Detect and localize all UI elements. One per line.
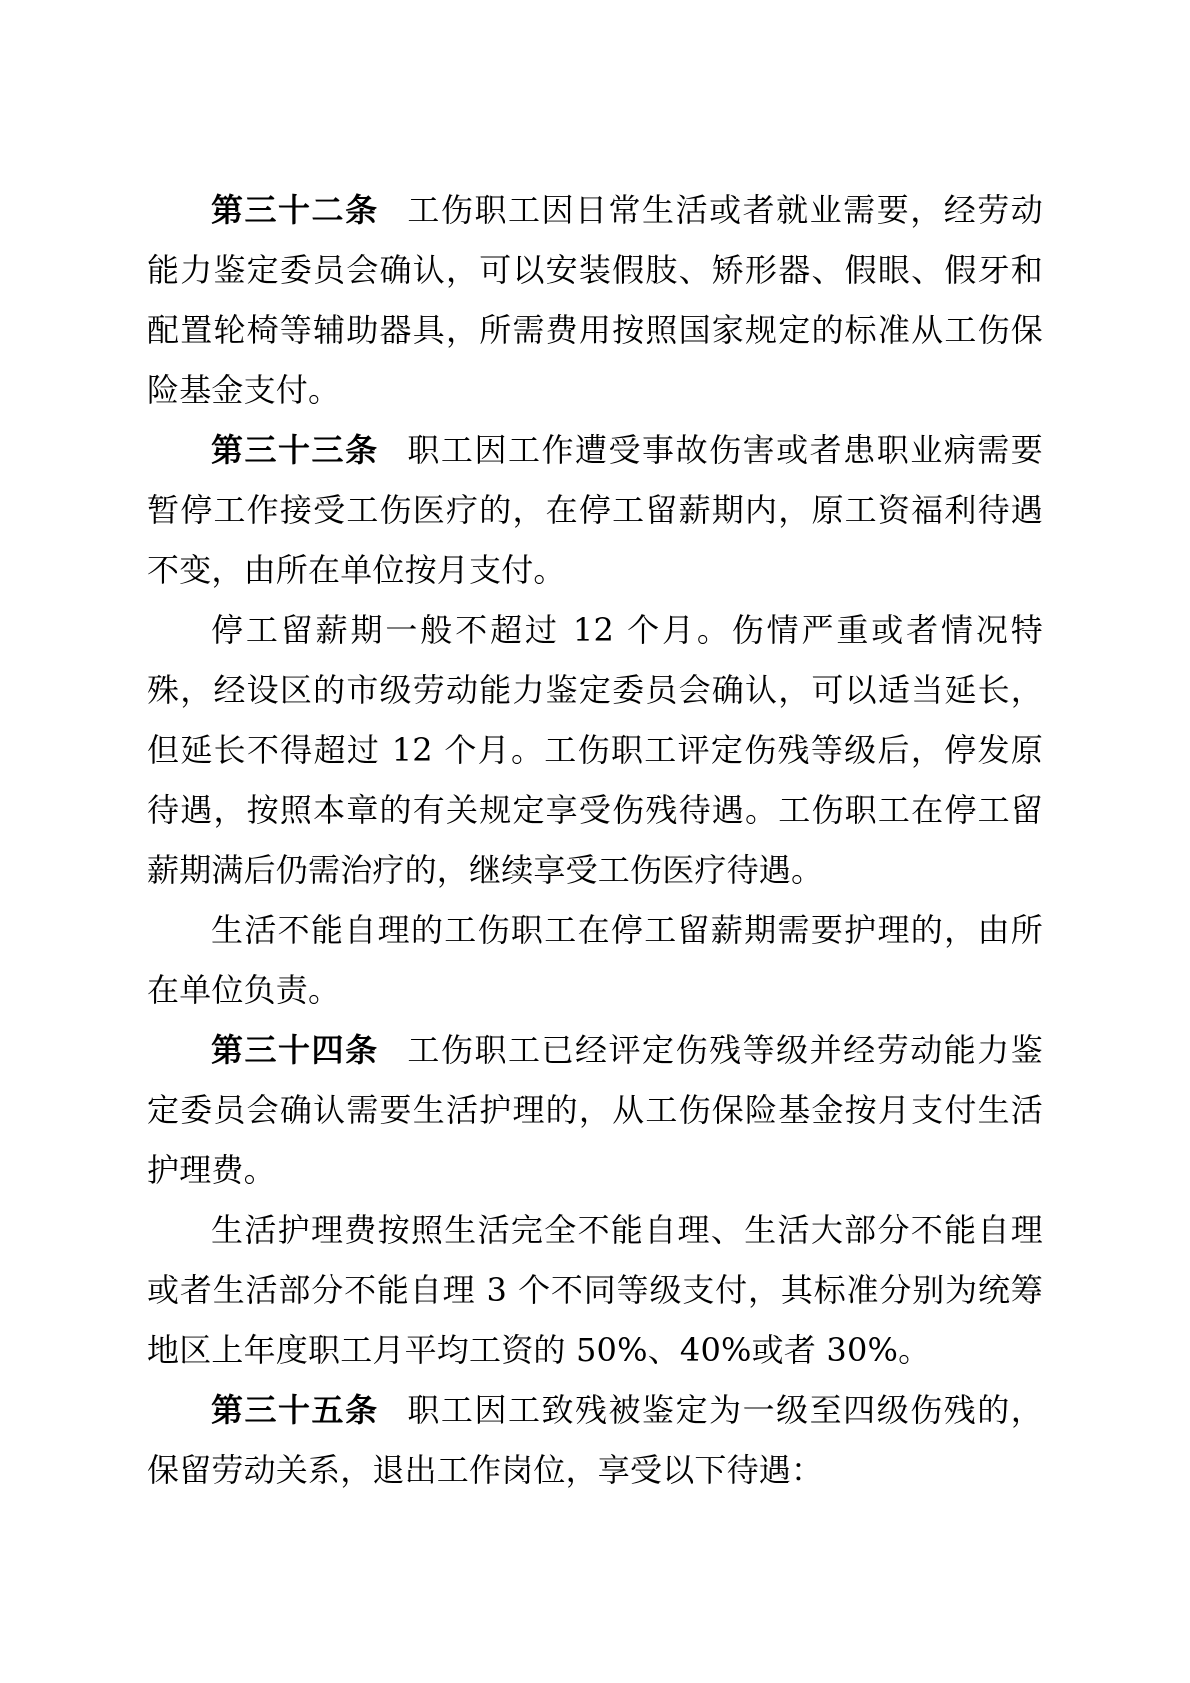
- paragraph-text: 职工因工作遭受事故伤害或者患职业病需要暂停工作接受工伤医疗的，在停工留薪期内，原工资福利待遇不变，由所在单位按月支付。: [147, 431, 1043, 589]
- article-paragraph: [147, 1200, 1043, 1380]
- article-number: 第三十三条: [211, 431, 379, 469]
- paragraph-text: 停工留薪期一般不超过 12 个月。伤情严重或者情况特殊，经设区的市级劳动能力鉴定委员会确认，可以适当延长，但延长不得超过 12 个月。工伤职工评定伤残等级后，停发原待遇，按照本章的有关规定享受伤残待遇。工伤职工在停工留薪期满后仍需治疗的，继续享受工伤医疗待遇。: [147, 611, 1043, 889]
- article-paragraph: [147, 180, 1043, 420]
- paragraph-text: 生活不能自理的工伤职工在停工留薪期需要护理的，由所在单位负责。: [147, 911, 1043, 1009]
- article-paragraph: [147, 900, 1043, 1020]
- article-number: 第三十四条: [211, 1031, 379, 1069]
- article-number: 第三十二条: [211, 191, 379, 229]
- document-text-block: [147, 180, 1043, 1500]
- paragraph-text: 工伤职工因日常生活或者就业需要，经劳动能力鉴定委员会确认，可以安装假肢、矫形器、假眼、假牙和配置轮椅等辅助器具，所需费用按照国家规定的标准从工伤保险基金支付。: [147, 191, 1043, 409]
- paragraph-text: 职工因工致残被鉴定为一级至四级伤残的，保留劳动关系，退出工作岗位，享受以下待遇：: [147, 1391, 1043, 1489]
- article-paragraph: [147, 1020, 1043, 1200]
- paragraph-text: 生活护理费按照生活完全不能自理、生活大部分不能自理或者生活部分不能自理 3 个不同等级支付，其标准分别为统筹地区上年度职工月平均工资的 50%、40%或者 30%。: [147, 1211, 1043, 1369]
- article-number: 第三十五条: [211, 1391, 379, 1429]
- article-paragraph: [147, 420, 1043, 600]
- paragraph-text: 工伤职工已经评定伤残等级并经劳动能力鉴定委员会确认需要生活护理的，从工伤保险基金按月支付生活护理费。: [147, 1031, 1043, 1189]
- article-paragraph: [147, 1380, 1043, 1500]
- article-paragraph: [147, 600, 1043, 900]
